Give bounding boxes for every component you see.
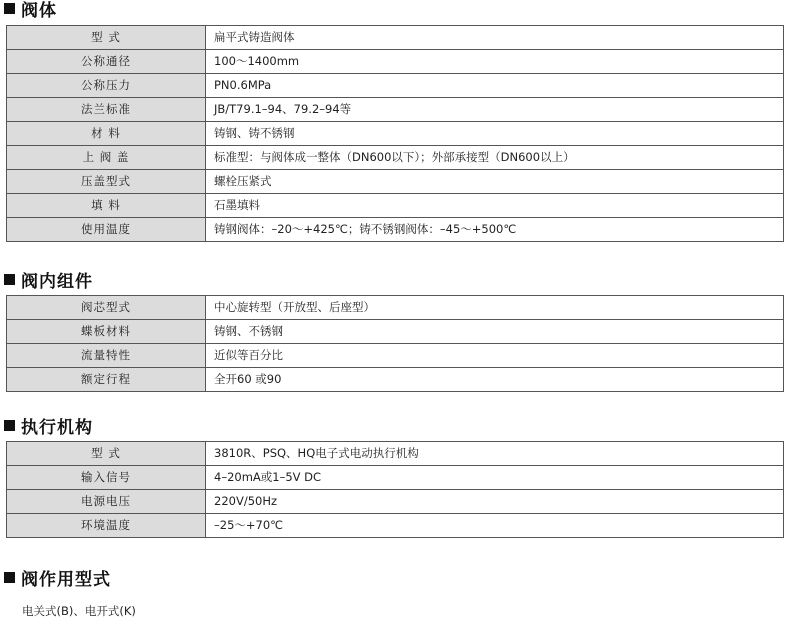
action-type-text: 电关式(B)、电开式(K) [22,604,136,618]
row-label: 输入信号 [7,466,206,490]
row-label: 压盖型式 [7,170,206,194]
row-label: 环境温度 [7,514,206,538]
section-heading-trim [4,268,93,290]
row-label: 型 式 [7,26,206,50]
table-row [7,514,784,538]
row-value: 100～1400mm [206,50,784,74]
row-label: 公称压力 [7,74,206,98]
row-value: JB/T79.1–94、79.2–94等 [206,98,784,122]
row-value: 铸钢、铸不锈钢 [206,122,784,146]
row-value: 220V/50Hz [206,490,784,514]
table-row [7,98,784,122]
table-row [7,170,784,194]
table-row [7,194,784,218]
table-row [7,218,784,242]
actuator-spec-table [6,441,784,538]
table-row [7,74,784,98]
row-value: 近似等百分比 [206,344,784,368]
row-value: 铸钢阀体：–20～+425℃；铸不锈钢阀体：–45～+500℃ [206,218,784,242]
row-value: 石墨填料 [206,194,784,218]
table-row [7,26,784,50]
row-value: 铸钢、不锈钢 [206,320,784,344]
section-title: 阀作用型式 [21,569,111,590]
table-row [7,490,784,514]
row-label: 额定行程 [7,368,206,392]
row-label: 蝶板材料 [7,320,206,344]
section-title: 阀体 [21,0,57,21]
table-row [7,122,784,146]
section-title: 阀内组件 [21,271,93,292]
section-heading-valve-body [4,0,57,19]
row-label: 上 阀 盖 [7,146,206,170]
row-label: 电源电压 [7,490,206,514]
row-value: 4–20mA或1–5V DC [206,466,784,490]
table-row [7,344,784,368]
table-row [7,368,784,392]
row-value: 扁平式铸造阀体 [206,26,784,50]
section-title: 执行机构 [21,417,93,438]
square-bullet-icon [4,3,15,14]
row-label: 法兰标准 [7,98,206,122]
row-label: 填 料 [7,194,206,218]
square-bullet-icon [4,274,15,285]
row-value: 螺栓压紧式 [206,170,784,194]
table-row [7,466,784,490]
table-row [7,50,784,74]
section-heading-actuator [4,414,93,436]
section-heading-action-type [4,566,111,588]
table-row [7,296,784,320]
row-label: 使用温度 [7,218,206,242]
row-label: 流量特性 [7,344,206,368]
table-row [7,442,784,466]
row-value: 全开60 或90 [206,368,784,392]
row-value: 3810R、PSQ、HQ电子式电动执行机构 [206,442,784,466]
row-label: 公称通径 [7,50,206,74]
row-value: 中心旋转型（开放型、后座型） [206,296,784,320]
square-bullet-icon [4,572,15,583]
row-value: 标准型：与阀体成一整体（DN600以下）；外部承接型（DN600以上） [206,146,784,170]
table-row [7,146,784,170]
row-label: 型 式 [7,442,206,466]
table-row [7,320,784,344]
square-bullet-icon [4,420,15,431]
valve-body-spec-table [6,25,784,242]
trim-spec-table [6,295,784,392]
row-value: –25～+70℃ [206,514,784,538]
row-label: 材 料 [7,122,206,146]
row-value: PN0.6MPa [206,74,784,98]
row-label: 阀芯型式 [7,296,206,320]
